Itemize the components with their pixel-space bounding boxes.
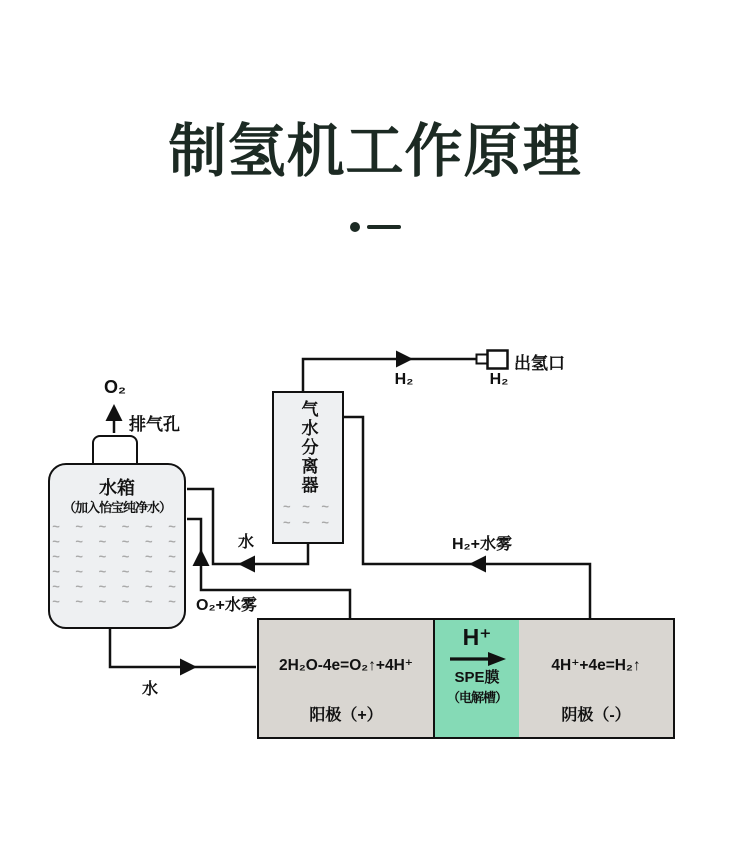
vent-hole-label: 排气孔 [129, 415, 180, 434]
o2-mist-label: O₂+水雾 [196, 597, 257, 614]
cathode-section [519, 620, 673, 737]
cathode-equation: 4H⁺+4e=H₂↑ [551, 657, 641, 674]
water-return-label: 水 [237, 534, 255, 551]
arrow-left-icon [469, 556, 486, 573]
anode-label: 阳极（+） [309, 707, 383, 724]
hydrogen-outlet-label: 出氢口 [514, 354, 565, 373]
electrolyzer-label: （电解槽） [446, 690, 507, 705]
cathode-label: 阴极（-） [561, 707, 631, 724]
water-tank [48, 463, 186, 629]
separator-title: 气水分离器 [298, 400, 318, 495]
tank-vent-cap [92, 435, 138, 465]
arrow-up-icon [106, 404, 123, 421]
arrow-right-icon [180, 659, 197, 676]
page-title: 制氢机工作原理 [168, 119, 582, 184]
tank-title: 水箱 [99, 478, 135, 498]
tank-subtitle: （加入怡宝纯净水） [62, 500, 171, 515]
anode-equation: 2H₂O-4e=O₂↑+4H⁺ [279, 657, 413, 674]
h2-flow-label: H₂ [394, 371, 414, 388]
arrow-up-icon [193, 549, 210, 566]
arrow-left-icon [238, 556, 255, 573]
spe-film-label: SPE膜 [454, 669, 500, 686]
hydrogen-outlet-icon [477, 351, 508, 369]
separator-water-waves: ~ ~ ~ ~ ~ ~ [283, 499, 333, 530]
anode-section [259, 620, 435, 737]
o2-gas-label: O₂ [104, 377, 126, 397]
h2-outlet-line [303, 359, 478, 391]
gas-water-separator [272, 391, 344, 544]
h2-outlet-gas-label: H₂ [489, 371, 509, 388]
h2-mist-line [344, 417, 590, 619]
h2-mist-label: H₂+水雾 [452, 536, 513, 553]
proton-label: H⁺ [462, 624, 492, 650]
water-feed-label: 水 [141, 681, 159, 698]
electrolysis-cell [257, 618, 675, 739]
spe-membrane-section [435, 620, 519, 737]
proton-flow-arrow-icon [448, 651, 506, 667]
tank-water-waves: ~ ~ ~ ~ ~ ~ ~ ~ ~ ~ ~ ~ ~ ~ ~ ~ ~ ~ ~ ~ ~ ~ ~ ~ ~ ~ ~ ~ ~ ~ ~ ~ ~ ~ ~ ~ [52, 519, 182, 609]
arrow-right-icon [396, 351, 413, 368]
